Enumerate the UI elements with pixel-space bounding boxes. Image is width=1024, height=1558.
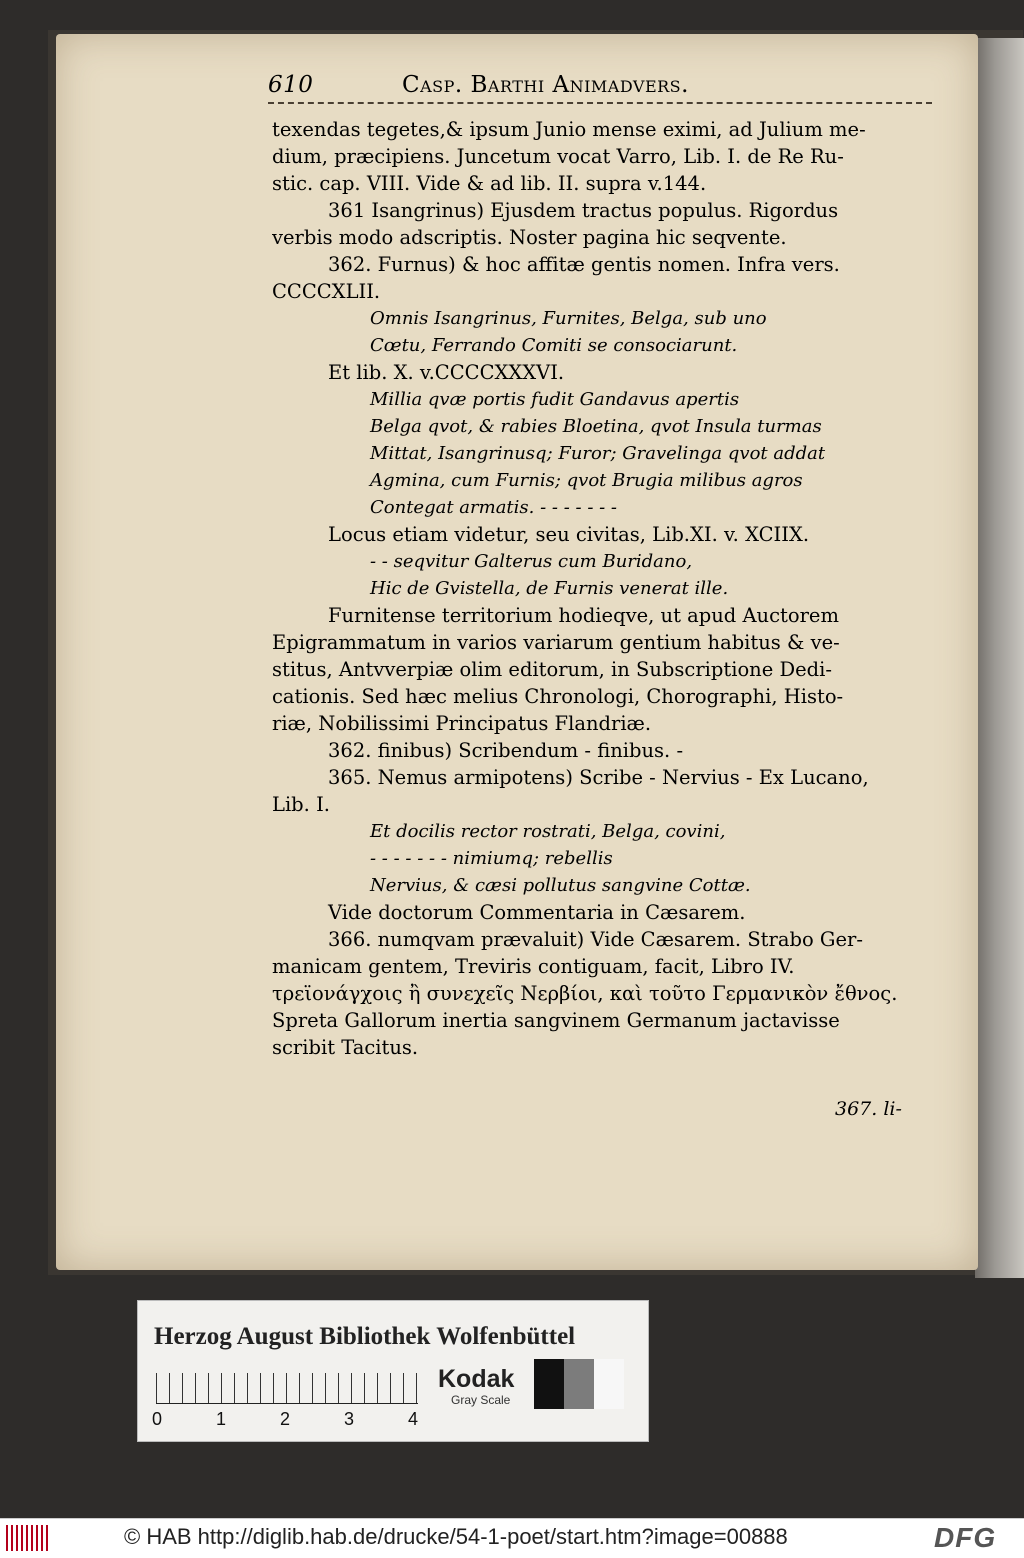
text-line: texendas tegetes,& ipsum Junio mense eximi, ad Julium me-: [272, 118, 866, 141]
text-line: - - seqvitur Galterus cum Buridano,: [370, 551, 693, 572]
kodak-logo: Kodak: [438, 1365, 515, 1393]
ruler-label: 2: [280, 1409, 291, 1429]
ruler-label: 0: [152, 1409, 163, 1429]
text-line: riæ, Nobilissimi Principatus Flandriæ.: [272, 712, 652, 735]
text-line: 362. finibus) Scribendum - finibus. -: [328, 739, 684, 762]
scale-ruler: [156, 1373, 418, 1404]
catchword: 367. li-: [835, 1098, 902, 1120]
text-line: Lib. I.: [272, 793, 330, 816]
ruler-label: 3: [344, 1409, 355, 1429]
text-line: verbis modo adscriptis. Noster pagina hic seqvente.: [272, 226, 787, 249]
text-line: 361 Isangrinus) Ejusdem tractus populus. Rigordus: [328, 199, 839, 222]
text-line: stic. cap. VIII. Vide & ad lib. II. supra v.144.: [272, 172, 707, 195]
library-color-card: [137, 1300, 649, 1442]
page-header: [268, 72, 938, 110]
text-line: Mittat, Isangrinusq; Furor; Gravelinga qvot addat: [370, 443, 826, 464]
text-line: manicam gentem, Treviris contiguam, facit, Libro IV.: [272, 955, 795, 978]
copyright-link[interactable]: © HAB http://diglib.hab.de/drucke/54-1-poet/start.htm?image=00888: [124, 1524, 788, 1549]
text-line: CCCCXLII.: [272, 280, 381, 303]
text-line: 365. Nemus armipotens) Scribe - Nervius - Ex Lucano,: [328, 766, 869, 789]
gray-swatch: [534, 1359, 564, 1409]
dfg-logo: DFG: [934, 1522, 997, 1553]
text-line: Millia qvæ portis fudit Gandavus apertis: [370, 389, 740, 410]
text-line: Agmina, cum Furnis; qvot Brugia milibus agros: [370, 470, 803, 491]
footer-bar: [0, 1518, 1024, 1558]
text-line: Cœtu, Ferrando Comiti se consociarunt.: [370, 335, 738, 356]
gray-scale-label: Gray Scale: [451, 1393, 511, 1407]
text-line: 362. Furnus) & hoc affitæ gentis nomen. Infra vers.: [328, 253, 840, 276]
page-number: 610: [268, 72, 314, 98]
gray-swatch: [594, 1359, 624, 1409]
ruler-label: 1: [216, 1409, 227, 1429]
text-line: Omnis Isangrinus, Furnites, Belga, sub uno: [370, 308, 767, 329]
text-line: Belga qvot, & rabies Bloetina, qvot Insula turmas: [370, 416, 822, 437]
text-line: Furnitense territorium hodieqve, ut apud Auctorem: [328, 604, 839, 627]
text-line: cationis. Sed hæc melius Chronologi, Chorographi, Histo-: [272, 685, 844, 708]
text-line: 366. numqvam prævaluit) Vide Cæsarem. Strabo Ger-: [328, 928, 863, 951]
barcode-icon: [6, 1525, 48, 1551]
text-line: Nervius, & cæsi pollutus sangvine Cottæ.: [370, 875, 751, 896]
text-line: Spreta Gallorum inertia sangvinem Germanum jactavisse: [272, 1009, 840, 1032]
header-rule: [268, 102, 932, 104]
text-line: Et lib. X. v.CCCCXXXVI.: [328, 361, 565, 384]
text-line: Contegat armatis. - - - - - - -: [370, 497, 618, 518]
text-line: τρεϊονάγχοις ἢ συνεχεῖς Νερβίοι, καὶ τοῦτο Γερμανικὸν ἔθνος.: [272, 982, 898, 1005]
running-title: Casp. Barthi Animadvers.: [402, 72, 689, 98]
library-name: Herzog August Bibliothek Wolfenbüttel: [154, 1323, 576, 1350]
gray-swatch: [564, 1359, 594, 1409]
adjacent-page-edge: [975, 38, 1024, 1278]
text-line: Hic de Gvistella, de Furnis venerat ille.: [370, 578, 729, 599]
text-line: Vide doctorum Commentaria in Cæsarem.: [328, 901, 746, 924]
text-line: Epigrammatum in varios variarum gentium habitus & ve-: [272, 631, 840, 654]
text-line: dium, præcipiens. Juncetum vocat Varro, Lib. I. de Re Ru-: [272, 145, 844, 168]
text-line: Et docilis rector rostrati, Belga, covini,: [370, 821, 726, 842]
text-line: - - - - - - - nimiumq; rebellis: [370, 848, 613, 869]
ruler-label: 4: [408, 1409, 419, 1429]
text-line: scribit Tacitus.: [272, 1036, 419, 1059]
text-line: stitus, Antvverpiæ olim editorum, in Subscriptione Dedi-: [272, 658, 832, 681]
page-body-text: [272, 116, 942, 1061]
text-line: Locus etiam videtur, seu civitas, Lib.XI. v. XCIIX.: [328, 523, 810, 546]
